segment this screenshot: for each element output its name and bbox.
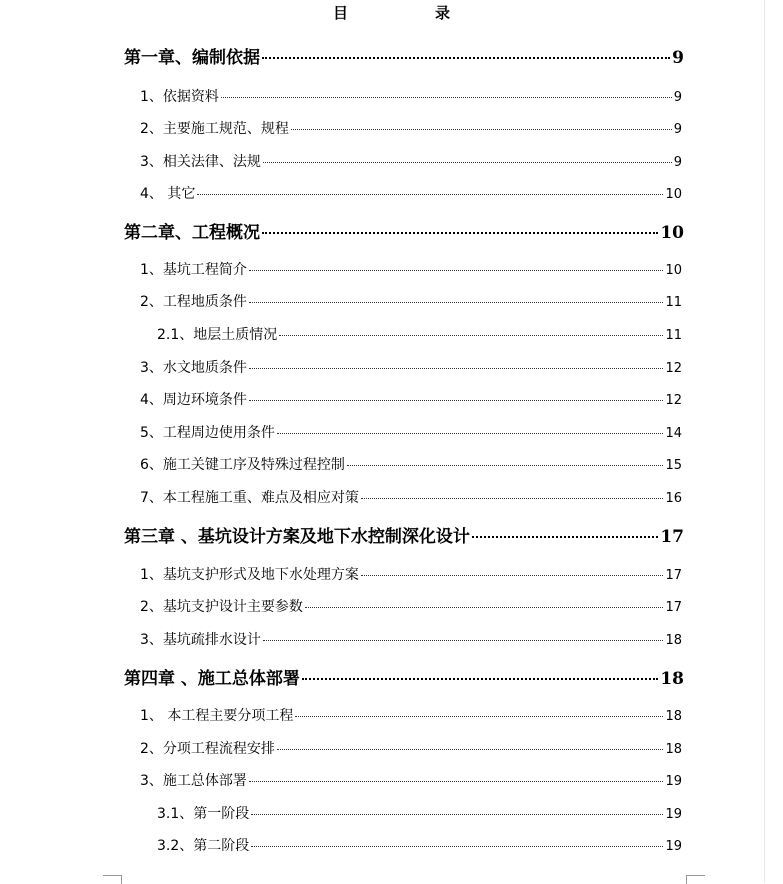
toc-section-2-4[interactable] xyxy=(140,389,682,409)
toc-page-number: 15 xyxy=(665,458,682,473)
toc-entry-label: 2、分项工程流程安排 xyxy=(140,741,275,757)
toc-page-number: 19 xyxy=(665,774,682,789)
toc-section-3-3[interactable] xyxy=(140,629,682,649)
toc-entry-label: 6、施工关键工序及特殊过程控制 xyxy=(140,457,345,473)
toc-page-number: 17 xyxy=(665,568,682,583)
toc-subsection-4-3-2[interactable] xyxy=(157,835,682,855)
toc-entry-label: 1、基坑工程简介 xyxy=(140,262,247,278)
toc-section-2-5[interactable] xyxy=(140,422,682,442)
toc-page-number: 11 xyxy=(665,328,682,343)
toc-page-number: 9 xyxy=(673,90,682,105)
toc-chapter-2[interactable] xyxy=(124,218,684,243)
toc-section-3-1[interactable] xyxy=(140,564,682,584)
dot-leader xyxy=(249,400,664,401)
page-title: 目 录 xyxy=(332,4,486,22)
dot-leader xyxy=(221,97,672,98)
toc-entry-label: 4、 其它 xyxy=(140,186,196,202)
toc-page-number: 12 xyxy=(665,393,682,408)
toc-entry-label: 第三章 、基坑设计方案及地下水控制深化设计 xyxy=(124,527,470,547)
dot-leader xyxy=(251,814,663,815)
toc-entry-label: 3、施工总体部署 xyxy=(140,773,247,789)
dot-leader xyxy=(249,302,664,303)
toc-section-2-2[interactable] xyxy=(140,291,682,311)
dot-leader xyxy=(361,498,664,499)
toc-page-number: 12 xyxy=(665,361,682,376)
toc-page-number: 10 xyxy=(665,187,682,202)
toc-page-number: 18 xyxy=(665,742,682,757)
dot-leader xyxy=(305,607,664,608)
toc-entry-label: 4、周边环境条件 xyxy=(140,392,247,408)
toc-page-number: 14 xyxy=(665,426,682,441)
toc-page-number: 9 xyxy=(672,48,684,68)
toc-entry-label: 第四章 、施工总体部署 xyxy=(124,669,300,689)
dot-leader xyxy=(302,678,658,680)
dot-leader xyxy=(251,846,663,847)
toc-page-number: 10 xyxy=(660,223,684,243)
toc-entry-label: 第二章、工程概况 xyxy=(124,223,260,243)
toc-section-2-7[interactable] xyxy=(140,487,682,507)
toc-entry-label: 1、 本工程主要分项工程 xyxy=(140,708,294,724)
dot-leader xyxy=(361,575,664,576)
toc-chapter-1[interactable] xyxy=(124,43,684,68)
dot-leader xyxy=(279,335,663,336)
toc-entry-label: 7、本工程施工重、难点及相应对策 xyxy=(140,490,359,506)
toc-entry-label: 3.1、第一阶段 xyxy=(157,806,250,822)
toc-entry-label: 1、依据资料 xyxy=(140,89,219,105)
toc-section-1-3[interactable] xyxy=(140,151,682,171)
toc-entry-label: 2.1、地层土质情况 xyxy=(157,327,278,343)
toc-section-1-2[interactable] xyxy=(140,118,682,138)
toc-page-number: 18 xyxy=(665,709,682,724)
toc-page-number: 9 xyxy=(673,122,682,137)
dot-leader xyxy=(263,162,672,163)
dot-leader xyxy=(347,465,664,466)
toc-page-number: 9 xyxy=(673,155,682,170)
toc-chapter-3[interactable] xyxy=(124,522,684,547)
toc-section-4-3[interactable] xyxy=(140,770,682,790)
toc-entry-label: 2、工程地质条件 xyxy=(140,294,247,310)
toc-entry-label: 3、相关法律、法规 xyxy=(140,154,261,170)
toc-page-number: 19 xyxy=(665,839,682,854)
toc-subsection-2-2-1[interactable] xyxy=(157,324,682,344)
dot-leader xyxy=(295,716,663,717)
toc-page-number: 18 xyxy=(660,669,684,689)
dot-leader xyxy=(249,270,664,271)
toc-section-2-3[interactable] xyxy=(140,357,682,377)
toc-page-number: 17 xyxy=(660,527,684,547)
toc-page-number: 11 xyxy=(665,295,682,310)
dot-leader xyxy=(262,57,670,59)
toc-chapter-4[interactable] xyxy=(124,664,684,689)
toc-section-4-2[interactable] xyxy=(140,738,682,758)
toc-section-1-1[interactable] xyxy=(140,86,682,106)
toc-entry-label: 5、工程周边使用条件 xyxy=(140,425,275,441)
toc-entry-label: 第一章、编制依据 xyxy=(124,48,260,68)
toc-section-4-1[interactable] xyxy=(140,705,682,725)
toc-section-3-2[interactable] xyxy=(140,596,682,616)
toc-entry-label: 1、基坑支护形式及地下水处理方案 xyxy=(140,567,359,583)
dot-leader xyxy=(263,640,664,641)
dot-leader xyxy=(249,368,664,369)
toc-page-number: 16 xyxy=(665,491,682,506)
toc-entry-label: 2、主要施工规范、规程 xyxy=(140,121,289,137)
dot-leader xyxy=(277,749,664,750)
toc-entry-label: 2、基坑支护设计主要参数 xyxy=(140,599,303,615)
dot-leader xyxy=(262,232,658,234)
dot-leader xyxy=(277,433,664,434)
toc-page-number: 17 xyxy=(665,600,682,615)
toc-page-number: 19 xyxy=(665,807,682,822)
toc-entry-label: 3、基坑疏排水设计 xyxy=(140,632,261,648)
toc-section-1-4[interactable] xyxy=(140,183,682,203)
dot-leader xyxy=(249,781,664,782)
toc-page-number: 18 xyxy=(665,633,682,648)
toc-section-2-6[interactable] xyxy=(140,454,682,474)
toc-entry-label: 3、水文地质条件 xyxy=(140,360,247,376)
toc-page-number: 10 xyxy=(665,263,682,278)
dot-leader xyxy=(472,536,658,538)
toc-section-2-1[interactable] xyxy=(140,259,682,279)
toc-entry-label: 3.2、第二阶段 xyxy=(157,838,250,854)
dot-leader xyxy=(291,129,672,130)
dot-leader xyxy=(197,194,663,195)
page-edge-divider xyxy=(764,0,765,883)
toc-subsection-4-3-1[interactable] xyxy=(157,803,682,823)
